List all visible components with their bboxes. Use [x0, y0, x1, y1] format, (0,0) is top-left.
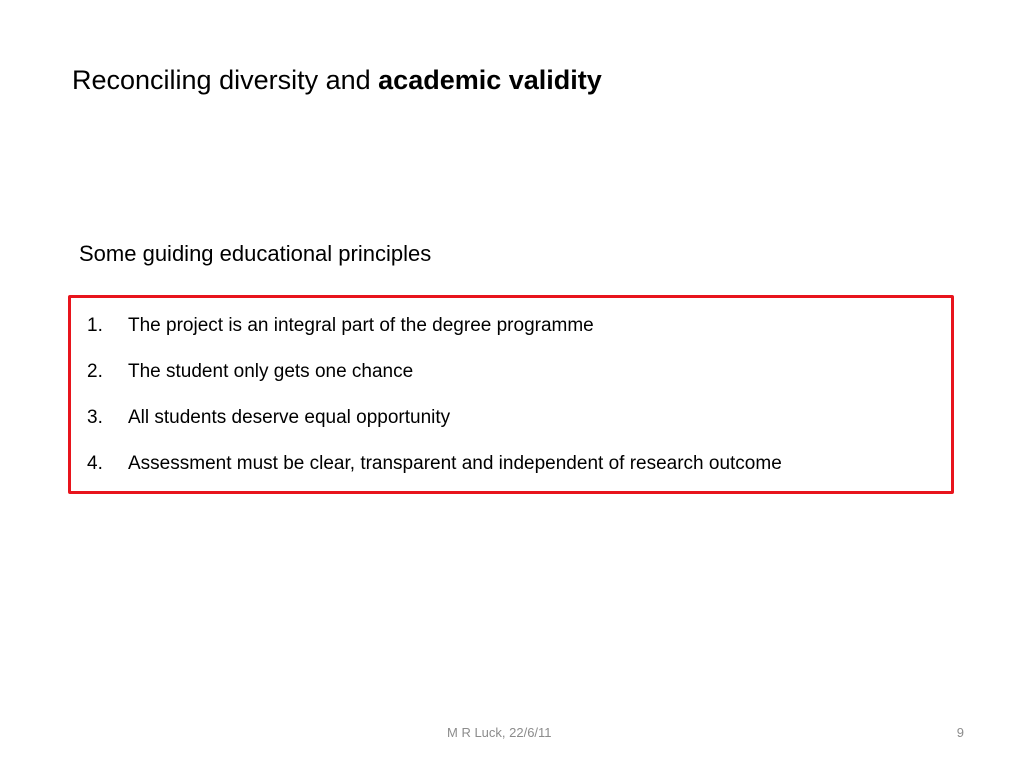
slide-title [72, 60, 602, 100]
principles-box [68, 295, 954, 494]
list-item-text: The project is an integral part of the degree programme [128, 315, 594, 336]
list-item [87, 358, 782, 386]
list-item [87, 404, 782, 432]
list-item-text: All students deserve equal opportunity [128, 407, 451, 428]
list-item-number: 1. [87, 315, 103, 336]
page-number: 9 [956, 725, 964, 740]
slide-title-regular: Reconciling diversity and [72, 65, 379, 95]
slide-title-bold: academic validity [378, 65, 602, 95]
list-item-text: Assessment must be clear, transparent and independent of research outcome [128, 453, 782, 474]
list-item-number: 2. [87, 361, 103, 382]
subheading: Some guiding educational principles [79, 241, 432, 266]
list-item-number: 3. [87, 407, 103, 428]
footer-text: M R Luck, 22/6/11 [447, 725, 552, 740]
list-item-number: 4. [87, 453, 103, 474]
list-item [87, 450, 782, 478]
list-item [87, 312, 782, 340]
principles-list [87, 312, 782, 496]
list-item-text: The student only gets one chance [128, 361, 414, 382]
